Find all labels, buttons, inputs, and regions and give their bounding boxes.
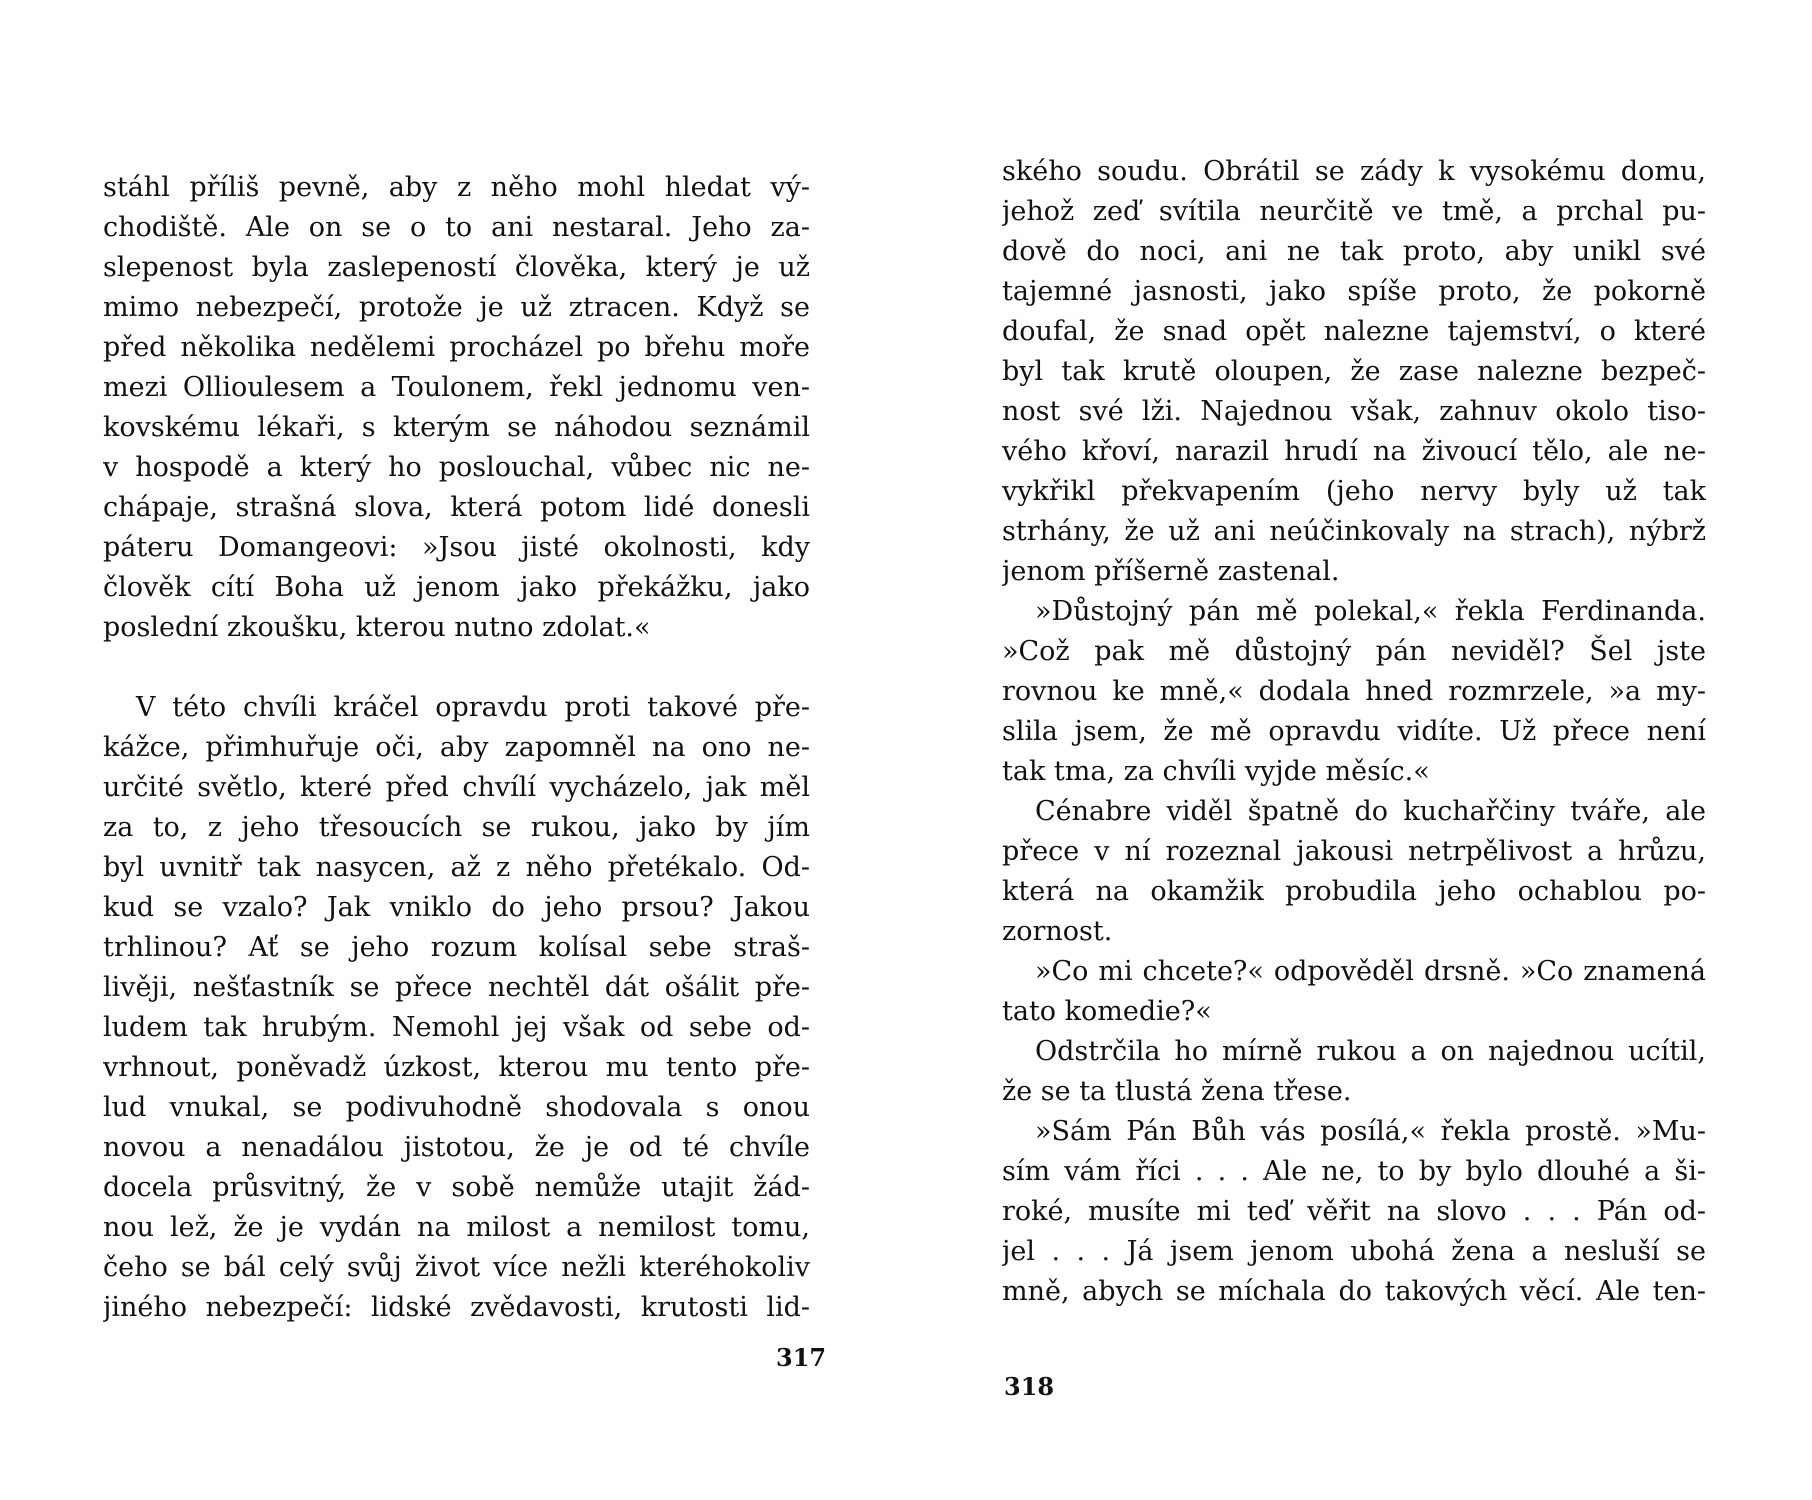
text-line: byl uvnitř tak nasycen, až z něho přetékalo. Od- [103, 852, 810, 883]
text-line: mimo nebezpečí, protože je už ztracen. Když se [103, 292, 810, 323]
text-line: V této chvíli kráčel opravdu proti takové pře- [136, 692, 810, 723]
text-line: novou a nenadálou jistotou, že je od té chvíle [103, 1132, 810, 1163]
text-line: čeho se bál celý svůj život více nežli kteréhokoliv [103, 1252, 810, 1283]
text-line [103, 648, 810, 688]
text-line: »Co mi chcete?« odpověděl drsně. »Co znamená [1035, 956, 1706, 987]
text-line: rovnou ke mně,« dodala hned rozmrzele, »a my- [1002, 676, 1706, 707]
text-line: livěji, nešťastník se přece nechtěl dát ošálit pře- [103, 972, 810, 1003]
text-line: páteru Domangeovi: »Jsou jisté okolnosti, kdy [103, 532, 810, 563]
left-page-text [103, 168, 810, 1328]
text-line: která na okamžik probudila jeho ochablou po- [1002, 876, 1706, 907]
text-line: tak tma, za chvíli vyjde měsíc.« [1002, 756, 1430, 787]
text-line: Cénabre viděl špatně do kuchařčiny tváře, ale [1035, 796, 1706, 827]
text-line: mezi Ollioulesem a Toulonem, řekl jednomu ven- [103, 372, 810, 403]
text-line: mně, abych se míchala do takových věcí. Ale ten- [1002, 1276, 1706, 1307]
text-line: sím vám říci . . . Ale ne, to by bylo dlouhé a ši- [1002, 1156, 1706, 1187]
text-line: vykřikl překvapením (jeho nervy byly už tak [1002, 476, 1706, 507]
text-line: přece v ní rozeznal jakousi netrpělivost a hrůzu, [1002, 836, 1706, 867]
text-line: slila jsem, že mě opravdu vidíte. Už přece není [1002, 716, 1706, 747]
text-line: chodiště. Ale on se o to ani nestaral. Jeho za- [103, 212, 810, 243]
text-line: docela průsvitný, že v sobě nemůže utajit žád- [103, 1172, 810, 1203]
text-line: jehož zeď svítila neurčitě ve tmě, a prchal pu- [1002, 196, 1706, 227]
text-line: vrhnout, poněvadž úzkost, kterou mu tento pře- [103, 1052, 810, 1083]
right-page-text [1002, 152, 1706, 1312]
text-line: strhány, že už ani neúčinkovaly na strach), nýbrž [1002, 516, 1706, 547]
text-line: v hospodě a který ho poslouchal, vůbec nic ne- [103, 452, 810, 483]
text-line: vého křoví, narazil hrudí na živoucí tělo, ale ne- [1002, 436, 1706, 467]
text-line: slepenost byla zaslepeností člověka, který je už [103, 252, 810, 283]
text-line: tato komedie?« [1002, 996, 1212, 1027]
text-line: kovskému lékaři, s kterým se náhodou seznámil [103, 412, 810, 443]
text-line: zornost. [1002, 916, 1113, 947]
text-line: doufal, že snad opět nalezne tajemství, o které [1002, 316, 1706, 347]
text-line: ského soudu. Obrátil se zády k vysokému domu, [1002, 156, 1706, 187]
text-line: byl tak krutě oloupen, že zase nalezne bezpeč- [1002, 356, 1706, 387]
text-line: Odstrčila ho mírně rukou a on najednou ucítil, [1035, 1036, 1706, 1067]
text-line: že se ta tlustá žena třese. [1002, 1076, 1352, 1107]
text-line: tajemné jasnosti, jako spíše proto, že pokorně [1002, 276, 1706, 307]
text-line: lud vnukal, se podivuhodně shodovala s onou [103, 1092, 810, 1123]
text-line: člověk cítí Boha už jenom jako překážku, jako [103, 572, 810, 603]
right-page-number: 318 [1004, 1372, 1055, 1401]
text-line: nost své lži. Najednou však, zahnuv okolo tiso- [1002, 396, 1706, 427]
text-line: dově do noci, ani ne tak proto, aby unikl své [1002, 236, 1706, 267]
text-line: určité světlo, které před chvílí vycházelo, jak měl [103, 772, 810, 803]
text-line: kážce, přimhuřuje oči, aby zapomněl na ono ne- [103, 732, 810, 763]
text-line: »Důstojný pán mě polekal,« řekla Ferdinanda. [1035, 596, 1706, 627]
text-line: »Což pak mě důstojný pán neviděl? Šel jste [1002, 636, 1706, 667]
text-line: jenom příšerně zastenal. [1002, 556, 1340, 587]
text-line: kud se vzalo? Jak vniklo do jeho prsou? Jakou [103, 892, 810, 923]
text-line: ludem tak hrubým. Nemohl jej však od sebe od- [103, 1012, 810, 1043]
text-line: jel . . . Já jsem jenom ubohá žena a nesluší se [1002, 1236, 1706, 1267]
text-line: nou lež, že je vydán na milost a nemilost tomu, [103, 1212, 810, 1243]
text-line: jiného nebezpečí: lidské zvědavosti, krutosti lid- [103, 1292, 810, 1323]
text-line: za to, z jeho třesoucích se rukou, jako by jím [103, 812, 810, 843]
text-line: roké, musíte mi teď věřit na slovo . . . Pán od- [1002, 1196, 1706, 1227]
text-line: trhlinou? Ať se jeho rozum kolísal sebe straš- [103, 932, 810, 963]
text-line: chápaje, strašná slova, která potom lidé donesli [103, 492, 810, 523]
text-line: poslední zkoušku, kterou nutno zdolat.« [103, 612, 651, 643]
text-line: stáhl příliš pevně, aby z něho mohl hledat vý- [103, 172, 810, 203]
text-line: »Sám Pán Bůh vás posílá,« řekla prostě. »Mu- [1035, 1116, 1706, 1147]
left-page-number: 317 [776, 1343, 827, 1372]
right-page [906, 0, 1812, 1500]
text-line: před několika nedělemi procházel po břehu moře [103, 332, 810, 363]
